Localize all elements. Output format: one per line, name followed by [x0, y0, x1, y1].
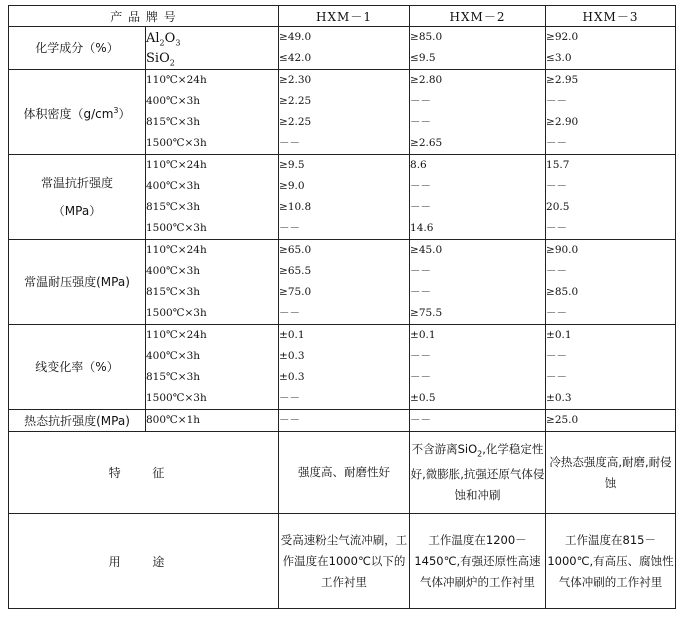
value-cell: ≥75.0	[279, 286, 312, 298]
chemistry-label: 化学成分（%）	[9, 27, 146, 70]
density-hxm2	[410, 70, 546, 155]
value-cell: ≥75.5	[410, 307, 443, 319]
flexural-hxm2	[410, 155, 546, 240]
value-cell: ≤3.0	[546, 52, 572, 64]
linear-change-conditions	[146, 325, 279, 410]
value-cell: 14.6	[410, 222, 434, 234]
condition-cell: 110℃×24h	[146, 329, 207, 341]
chemistry-components	[146, 27, 279, 70]
hot-flexural-label: 热态抗折强度(MPa)	[9, 410, 146, 432]
value-cell: －－	[546, 180, 568, 192]
hot-flexural-hxm1: －－	[279, 410, 410, 432]
value-cell: ±0.1	[546, 329, 572, 341]
value-cell: ≥49.0	[279, 31, 312, 43]
value-cell: －－	[279, 222, 301, 234]
component-al2o3: $Al_2O_3$	[146, 31, 181, 48]
usage-label: 用 途	[9, 514, 279, 609]
features-hxm2: 不含游离SiO$_2$,化学稳定性好,微膨胀,抗强还原气体侵蚀和冲刷	[410, 432, 546, 514]
hot-flexural-hxm3: ≥25.0	[546, 410, 676, 432]
value-cell: ±0.5	[410, 392, 436, 404]
value-cell: ≥9.5	[279, 159, 305, 171]
condition-cell: 400℃×3h	[146, 180, 201, 192]
value-cell: ≥2.25	[279, 95, 312, 107]
value-cell: ≥65.0	[279, 244, 312, 256]
value-cell: ≥45.0	[410, 244, 443, 256]
features-hxm3: 冷热态强度高,耐磨,耐侵蚀	[546, 432, 676, 514]
value-cell: 8.6	[410, 159, 427, 171]
value-cell: －－	[410, 371, 432, 383]
usage-hxm3: 工作温度在815－1000℃,有高压、腐蚀性气体冲刷的工作衬里	[546, 514, 676, 609]
condition-cell: 815℃×3h	[146, 201, 201, 213]
value-cell: ≥2.90	[546, 116, 579, 128]
condition-cell: 1500℃×3h	[146, 392, 207, 404]
value-cell: ≥90.0	[546, 244, 579, 256]
compressive-label: 常温耐压强度(MPa)	[9, 240, 146, 325]
header-row	[9, 6, 676, 27]
density-label: 体积密度$(g/cm^3)$	[9, 70, 146, 155]
hot-flexural-condition: 800℃×1h	[146, 410, 279, 432]
grade-hxm2-header: HXM－2	[410, 6, 546, 27]
chemistry-hxm3	[546, 27, 676, 70]
flexural-label-line1: 常温抗折强度	[40, 176, 113, 190]
value-cell: ≥85.0	[546, 286, 579, 298]
features-hxm1: 强度高、耐磨性好	[279, 432, 410, 514]
chemistry-hxm2	[410, 27, 546, 70]
features-row	[9, 432, 676, 514]
linear-change-hxm3	[546, 325, 676, 410]
value-cell: －－	[546, 95, 568, 107]
compressive-hxm1	[279, 240, 410, 325]
linear-change-hxm2	[410, 325, 546, 410]
value-cell: －－	[410, 95, 432, 107]
density-conditions	[146, 70, 279, 155]
value-cell: ±0.3	[279, 371, 305, 383]
value-cell: ±0.3	[546, 392, 572, 404]
condition-cell: 815℃×3h	[146, 116, 201, 128]
value-cell: －－	[410, 265, 432, 277]
features-label: 特 征	[9, 432, 279, 514]
condition-cell: 815℃×3h	[146, 371, 201, 383]
hot-flexural-row	[9, 410, 676, 432]
value-cell: ±0.1	[410, 329, 436, 341]
value-cell: －－	[546, 371, 568, 383]
condition-cell: 815℃×3h	[146, 286, 201, 298]
compressive-conditions	[146, 240, 279, 325]
value-cell: －－	[410, 116, 432, 128]
density-row	[9, 70, 676, 155]
value-cell: ≥2.80	[410, 74, 443, 86]
value-cell: ≥10.8	[279, 201, 312, 213]
value-cell: ≤9.5	[410, 52, 436, 64]
condition-cell: 1500℃×3h	[146, 307, 207, 319]
refractory-spec-table	[8, 5, 676, 609]
value-cell: ≥2.95	[546, 74, 579, 86]
grade-hxm1-header: HXM－1	[279, 6, 410, 27]
value-cell: －－	[410, 201, 432, 213]
condition-cell: 400℃×3h	[146, 265, 201, 277]
hot-flexural-hxm2: －－	[410, 410, 546, 432]
value-cell: ≥9.0	[279, 180, 305, 192]
value-cell: 15.7	[546, 159, 570, 171]
flexural-label-line2: （MPa）	[52, 204, 102, 218]
value-cell: －－	[410, 350, 432, 362]
grade-hxm3-header: HXM－3	[546, 6, 676, 27]
usage-row	[9, 514, 676, 609]
flexural-hxm1	[279, 155, 410, 240]
product-grade-header: 产 品 牌 号	[9, 6, 279, 27]
linear-change-row	[9, 325, 676, 410]
chemistry-hxm1	[279, 27, 410, 70]
flexural-row	[9, 155, 676, 240]
compressive-hxm2	[410, 240, 546, 325]
value-cell: ≥92.0	[546, 31, 579, 43]
condition-cell: 110℃×24h	[146, 159, 207, 171]
value-cell: ≤42.0	[279, 52, 312, 64]
flexural-conditions	[146, 155, 279, 240]
condition-cell: 1500℃×3h	[146, 137, 207, 149]
value-cell: －－	[546, 265, 568, 277]
value-cell: ≥2.30	[279, 74, 312, 86]
condition-cell: 110℃×24h	[146, 244, 207, 256]
value-cell: ±0.1	[279, 329, 305, 341]
chemistry-row	[9, 27, 676, 70]
value-cell: ±0.3	[279, 350, 305, 362]
usage-hxm2: 工作温度在1200－1450℃,有强还原性高速气体冲刷炉的工作衬里	[410, 514, 546, 609]
value-cell: －－	[546, 307, 568, 319]
flexural-hxm3	[546, 155, 676, 240]
value-cell: －－	[546, 350, 568, 362]
condition-cell: 400℃×3h	[146, 95, 201, 107]
value-cell: －－	[410, 286, 432, 298]
value-cell: －－	[279, 392, 301, 404]
value-cell: －－	[546, 222, 568, 234]
linear-change-hxm1	[279, 325, 410, 410]
flexural-label	[9, 155, 146, 240]
usage-hxm1: 受高速粉尘气流冲刷，工作温度在1000℃以下的工作衬里	[279, 514, 410, 609]
condition-cell: 110℃×24h	[146, 74, 207, 86]
component-sio2: SiO$_2$	[146, 51, 175, 68]
value-cell: －－	[279, 307, 301, 319]
value-cell: ≥2.25	[279, 116, 312, 128]
value-cell: ≥65.5	[279, 265, 312, 277]
condition-cell: 1500℃×3h	[146, 222, 207, 234]
condition-cell: 400℃×3h	[146, 350, 201, 362]
compressive-hxm3	[546, 240, 676, 325]
value-cell: －－	[546, 137, 568, 149]
value-cell: 20.5	[546, 201, 570, 213]
value-cell: ≥2.65	[410, 137, 443, 149]
value-cell: －－	[410, 180, 432, 192]
density-hxm1	[279, 70, 410, 155]
value-cell: －－	[279, 137, 301, 149]
compressive-row	[9, 240, 676, 325]
density-hxm3	[546, 70, 676, 155]
linear-change-label: 线变化率（%）	[9, 325, 146, 410]
value-cell: ≥85.0	[410, 31, 443, 43]
